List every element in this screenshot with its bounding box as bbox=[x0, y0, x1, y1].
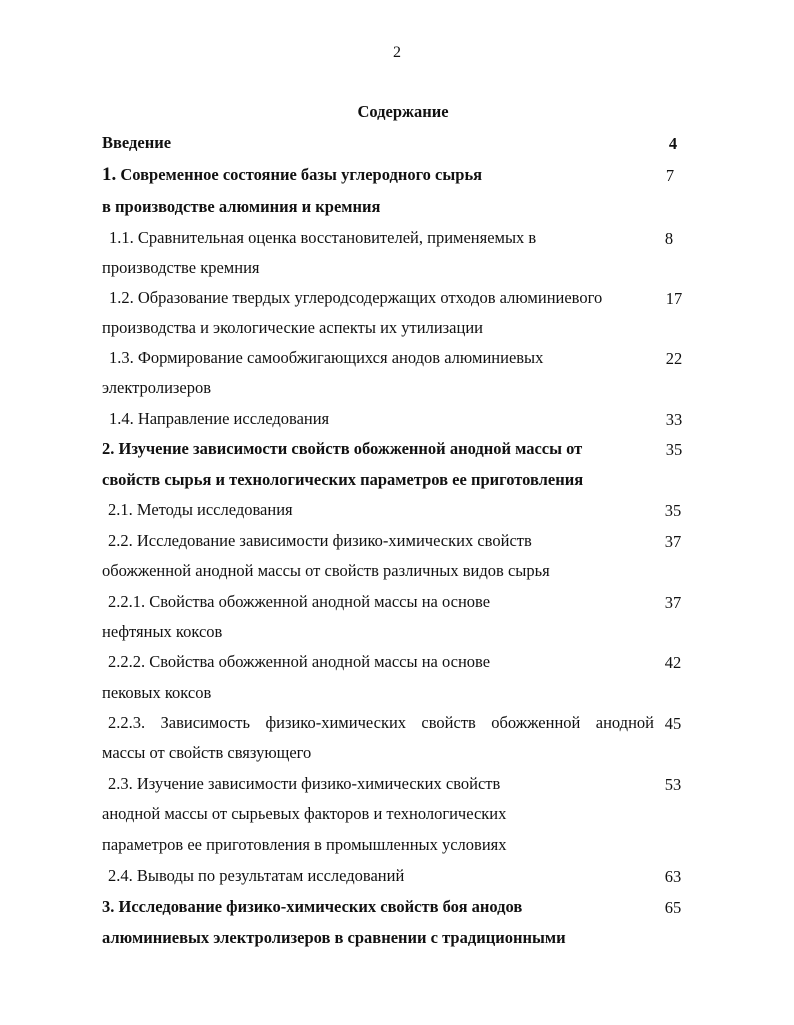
chapter-1-title-line-1: Современное состояние базы углеродного сырья bbox=[120, 165, 483, 184]
toc-entry-2-3-line-2: анодной массы от сырьевых факторов и технологических bbox=[102, 804, 507, 823]
toc-entry-2-3: 2.3. Изучение зависимости физико-химических свойств bbox=[108, 774, 501, 793]
toc-entry-2-2-1: 2.2.1. Свойства обожженной анодной массы на основе bbox=[108, 592, 491, 611]
toc-page-2-2-1: 37 bbox=[664, 593, 682, 612]
toc-entry-2-1: 2.1. Методы исследования bbox=[108, 500, 293, 519]
toc-page-2-2: 37 bbox=[664, 532, 682, 551]
toc-page-2-2-2: 42 bbox=[664, 653, 682, 672]
toc-entry-2-2-3-line-1: 2.2.3. Зависимость физико-химических свойств обожженной анодной bbox=[108, 713, 654, 732]
chapter-2-title-line-2: свойств сырья и технологических параметров ее приготовления bbox=[102, 470, 584, 489]
toc-entry-2-4: 2.4. Выводы по результатам исследований bbox=[108, 866, 405, 885]
toc-entry-2-3-line-3: параметров ее приготовления в промышленных условиях bbox=[102, 835, 507, 854]
toc-page-2-3: 53 bbox=[664, 775, 682, 794]
toc-entry-1-4: 1.4. Направление исследования bbox=[109, 409, 330, 428]
toc-entry-1-1: 1.1. Сравнительная оценка восстановителей, применяемых в bbox=[109, 228, 537, 247]
toc-entry-chapter-2: 2. Изучение зависимости свойств обожженной анодной массы от bbox=[102, 439, 583, 458]
toc-entry-1-2-line-2: производства и экологические аспекты их утилизации bbox=[102, 318, 483, 337]
toc-entry-1-3: 1.3. Формирование самообжигающихся анодов алюминиевых bbox=[109, 348, 544, 367]
toc-entry-2-2-2-line-2: пековых коксов bbox=[102, 683, 212, 702]
chapter-1-number: 1. bbox=[102, 164, 117, 185]
toc-page-chapter-2: 35 bbox=[665, 440, 683, 459]
toc-page-2-1: 35 bbox=[664, 501, 682, 520]
toc-page-1-3: 22 bbox=[665, 349, 683, 368]
chapter-1-title-line-2: в производстве алюминия и кремния bbox=[102, 197, 381, 216]
toc-page-intro: 4 bbox=[668, 134, 678, 153]
toc-entry-2-2-line-2: обожженной анодной массы от свойств различных видов сырья bbox=[102, 561, 550, 580]
toc-entry-1-2: 1.2. Образование твердых углеродсодержащих отходов алюминиевого bbox=[109, 288, 603, 307]
toc-entry-2-2-3-line-2: массы от свойств связующего bbox=[102, 743, 312, 762]
page-number: 2 bbox=[393, 44, 401, 61]
toc-entry-chapter-3: 3. Исследование физико-химических свойств боя анодов bbox=[102, 897, 523, 916]
toc-entry-1-3-line-2: электролизеров bbox=[102, 378, 212, 397]
toc-page-1-2: 17 bbox=[665, 289, 683, 308]
toc-entry-2-2-2: 2.2.2. Свойства обожженной анодной массы на основе bbox=[108, 652, 491, 671]
toc-entry-2-2-1-line-2: нефтяных коксов bbox=[102, 622, 223, 641]
toc-entry-chapter-1 bbox=[102, 165, 482, 185]
toc-page-2-4: 63 bbox=[664, 867, 682, 886]
toc-page-1-1: 8 bbox=[664, 229, 674, 248]
toc-page-1-4: 33 bbox=[665, 410, 683, 429]
toc-page-chapter-3: 65 bbox=[664, 898, 682, 917]
toc-entry-2-2: 2.2. Исследование зависимости физико-химических свойств bbox=[108, 531, 532, 550]
toc-page-chapter-1: 7 bbox=[665, 166, 675, 185]
chapter-3-title-line-2: алюминиевых электролизеров в сравнении с традиционными bbox=[102, 928, 566, 947]
toc-entry-intro: Введение bbox=[102, 133, 172, 152]
toc-title: Содержание bbox=[357, 102, 449, 121]
toc-entry-1-1-line-2: производстве кремния bbox=[102, 258, 260, 277]
toc-entry-2-2-3 bbox=[102, 713, 654, 733]
toc-page-2-2-3: 45 bbox=[664, 714, 682, 733]
